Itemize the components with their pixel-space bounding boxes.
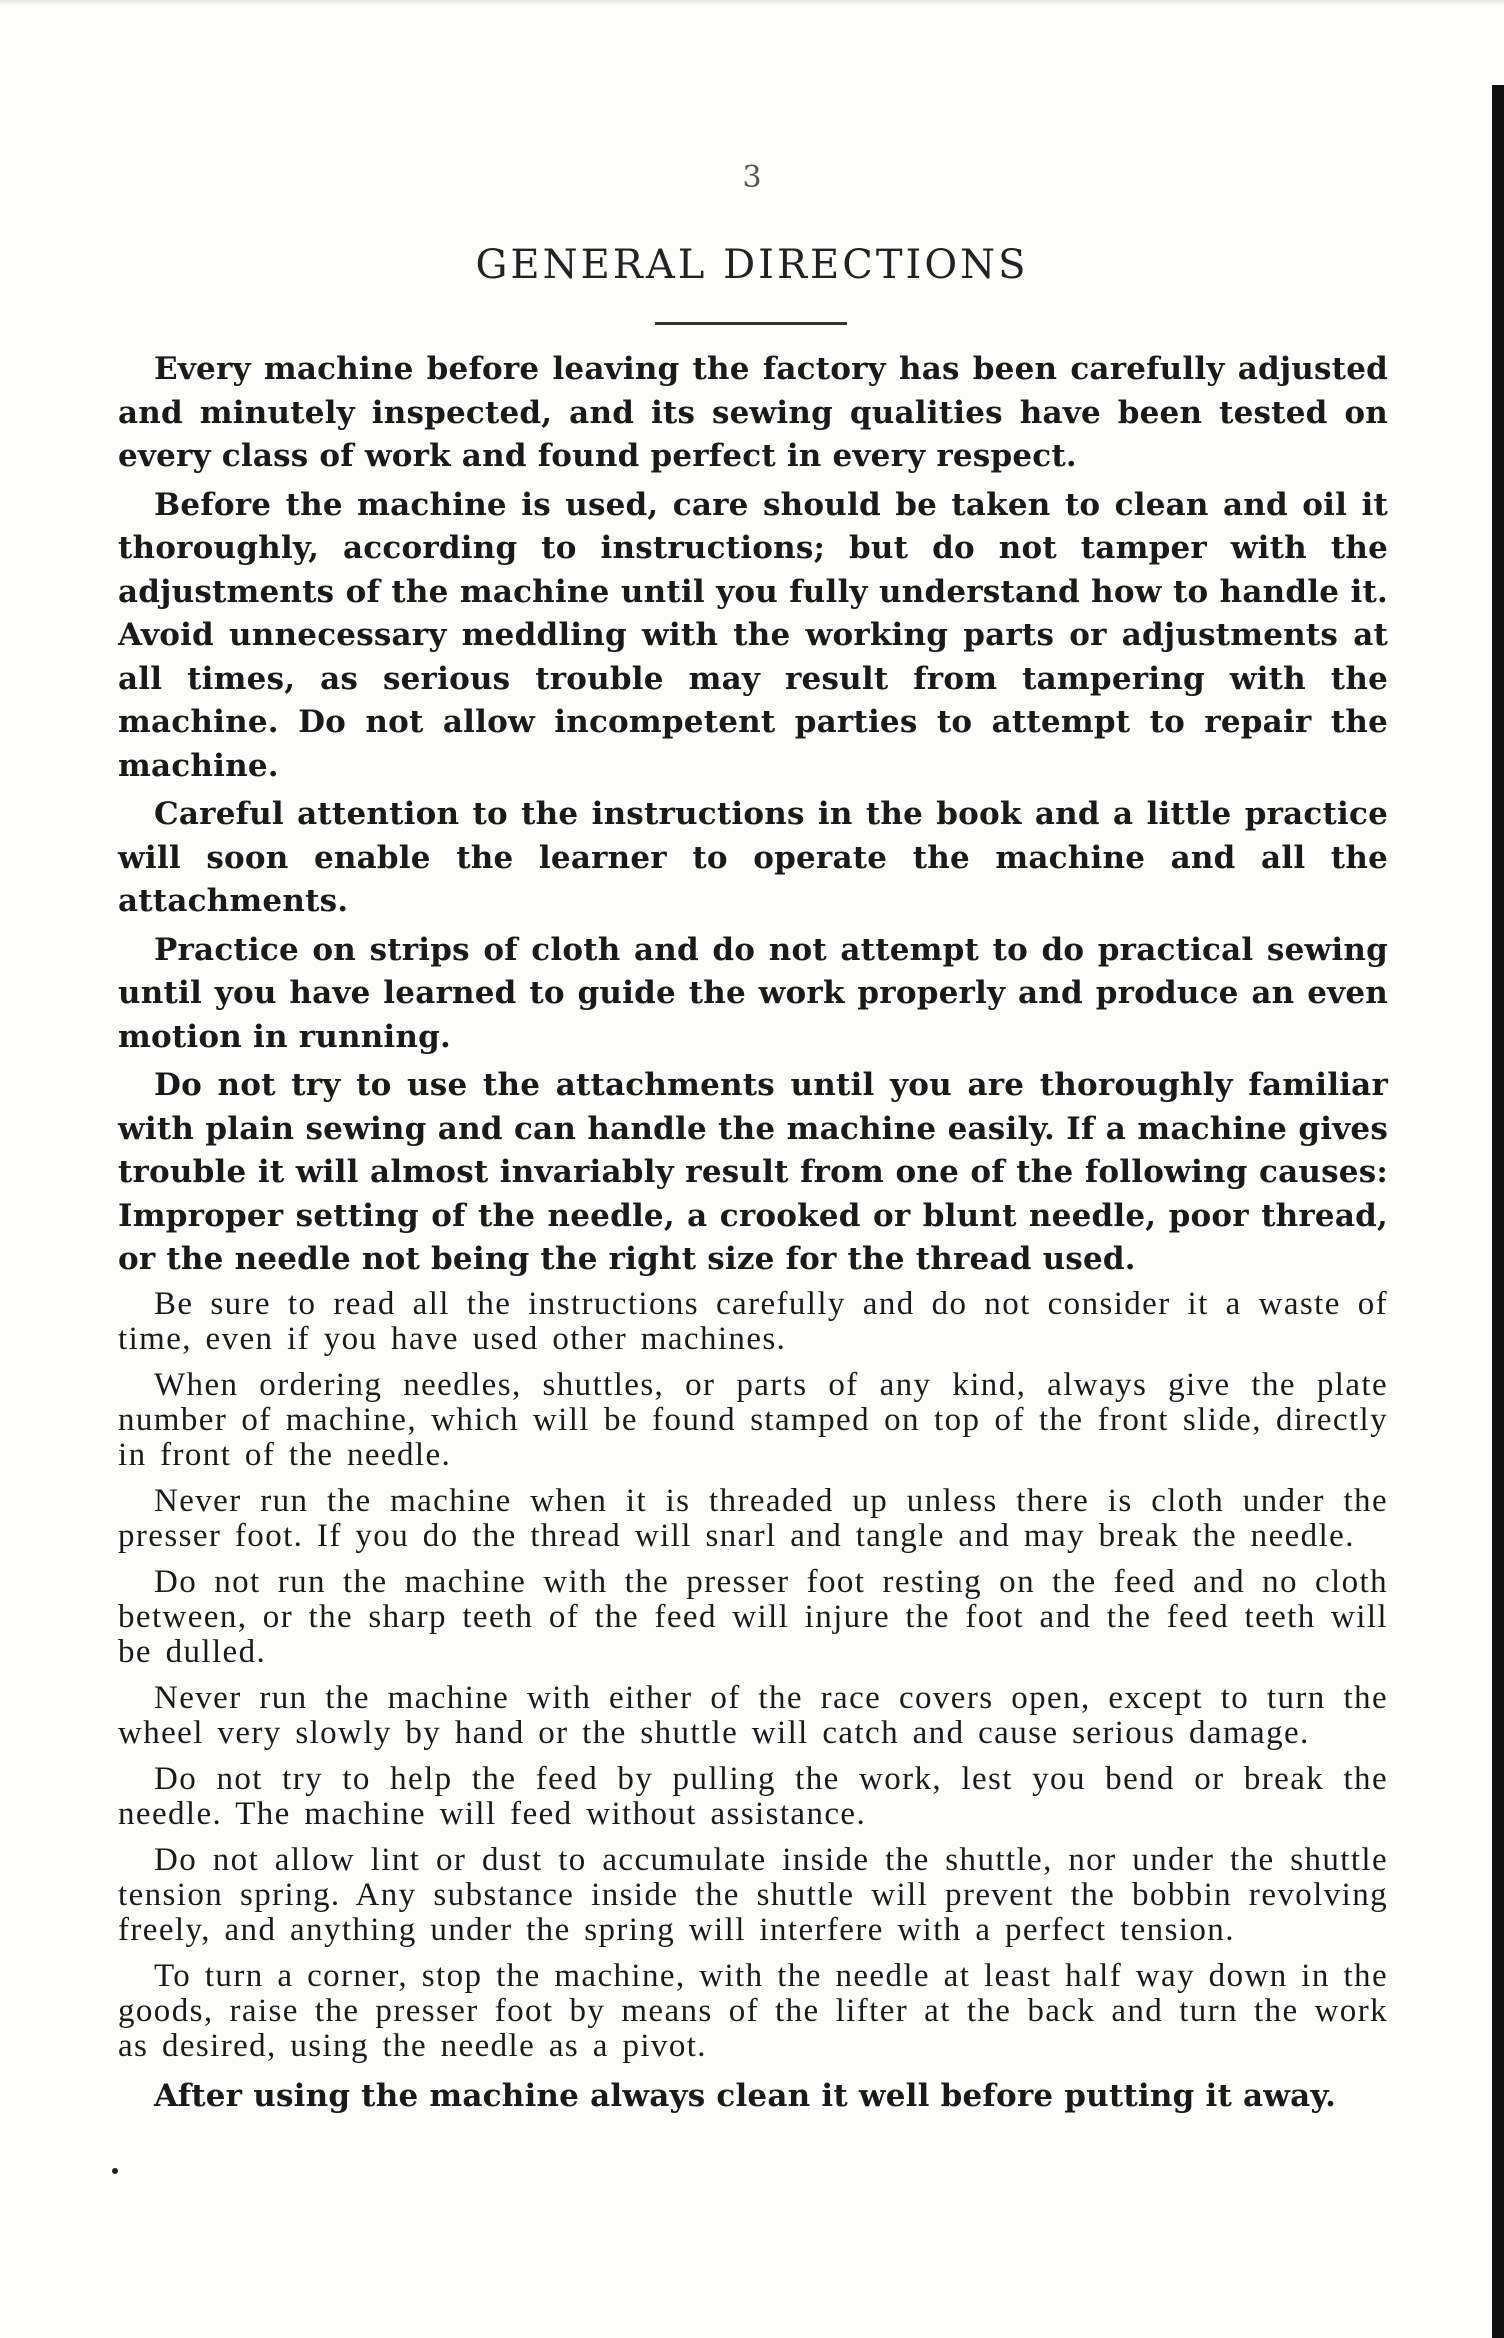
title-divider [655,322,847,325]
page-number: 3 [742,160,762,195]
paragraph-careful-attention: Careful attention to the instructions in the book and a little practice will soon enable the learner to operate the machine and all the attachments. [118,796,1388,919]
paragraph-ordering-parts: When ordering needles, shuttles, or parts of any kind, always give the plate number of machine, which will be found stamped on top of the front slide, directly in front of the needle. [118,1366,1388,1473]
paragraph-turn-corner: To turn a corner, stop the machine, with the needle at least half way down in the goods, raise the presser foot by means of the lifter at the back and turn the work as desired, using the needle as a pivot. [118,1957,1388,2064]
paragraph-practice: Practice on strips of cloth and do not attempt to do practical sewing until you have learned to guide the work properly and produce an even motion in running. [118,931,1388,1055]
paragraph-read-instructions: Be sure to read all the instructions carefully and do not consider it a waste of time, even if you have used other machines. [118,1285,1388,1357]
paragraph-attachments: Do not try to use the attachments until you are thoroughly familiar with plain sewing and can handle the machine easily. If a machine gives trouble it will almost invariably result from one of the following causes: Improper setting of the needle, a crooked or blunt needle, poor thread, or the needle not being the right size for the thread used. [118,1067,1388,1277]
paragraph-factory-inspection: Every machine before leaving the factory has been carefully adjusted and minutely inspected, and its sewing qualities have been tested on every class of work and found perfect in every respect. [118,351,1388,474]
paragraph-race-covers: Never run the machine with either of the race covers open, except to turn the wheel very slowly by hand or the shuttle will catch and cause serious damage. [118,1679,1388,1751]
paragraph-help-feed: Do not try to help the feed by pulling the work, lest you bend or break the needle. The machine will feed without assistance. [118,1760,1388,1832]
paragraph-threaded-up: Never run the machine when it is threaded up unless there is cloth under the presser foot. If you do the thread will snarl and tangle and may break the needle. [118,1482,1388,1554]
page-top-shadow [0,0,1504,6]
page-title: GENERAL DIRECTIONS [475,242,1029,288]
page-right-edge [1492,85,1504,2338]
paragraph-presser-foot: Do not run the machine with the presser foot resting on the feed and no cloth between, or the sharp teeth of the feed will injure the foot and the feed teeth will be dulled. [118,1563,1388,1670]
body-text [118,348,1388,2129]
paragraph-lint-dust: Do not allow lint or dust to accumulate inside the shuttle, nor under the shuttle tension spring. Any substance inside the shuttle will prevent the bobbin revolving freely, and anything under the spring will interfere with a perfect tension. [118,1841,1388,1948]
paragraph-clean-after-use: After using the machine always clean it well before putting it away. [154,2077,1337,2114]
paragraph-clean-and-oil: Before the machine is used, care should be taken to clean and oil it thoroughly, according to instructions; but do not tamper with the adjustments of the machine until you fully understand how to handle it. Avoid unnecessary meddling with the working parts or adjustments at all times, as serious trouble may result from tampering with the machine. Do not allow incompetent parties to attempt to repair the machine. [118,486,1388,784]
ink-speck [112,2168,118,2174]
